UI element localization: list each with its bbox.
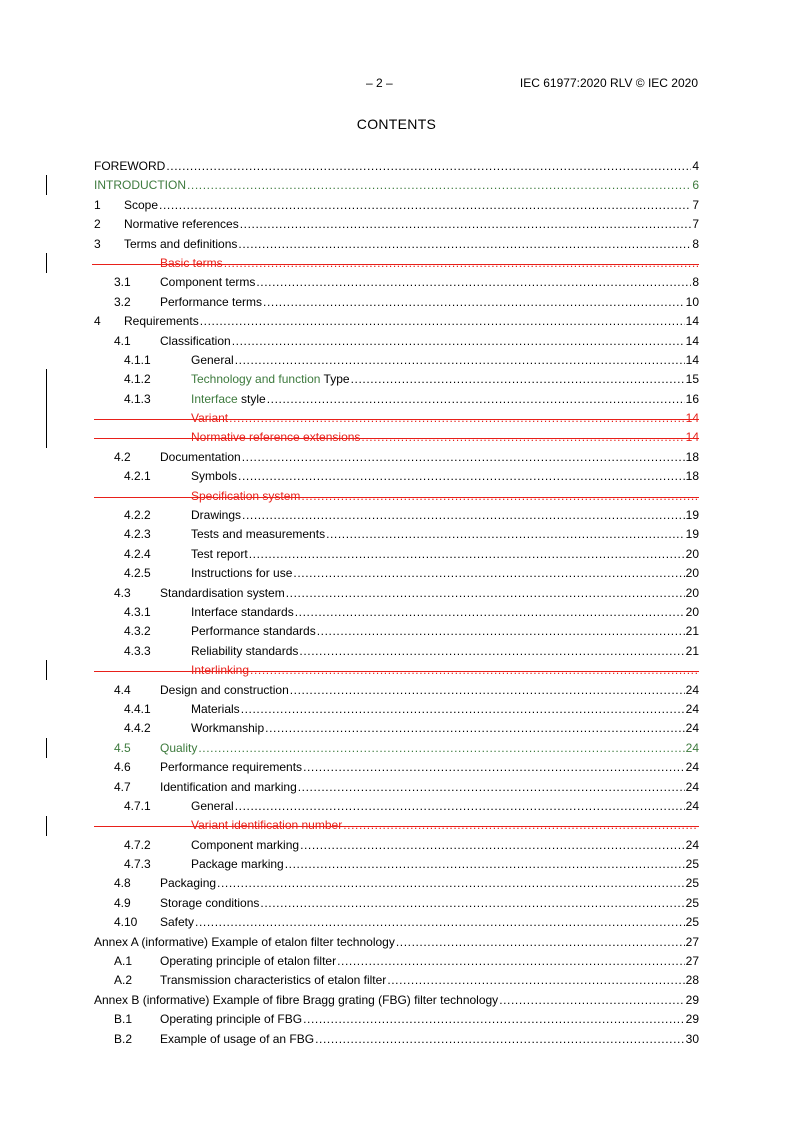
toc-entry-page: 24	[685, 721, 699, 736]
toc-leader-dots	[241, 700, 685, 719]
toc-entry-number: 4.2.2	[124, 508, 151, 523]
toc-entry-number: 4.7.2	[124, 837, 151, 852]
toc-entry-number: 4.3.2	[124, 624, 151, 639]
toc-entry-title-line	[191, 487, 699, 506]
toc-entry-title-line	[191, 467, 699, 486]
toc-entry-number: 4.3.3	[124, 643, 151, 658]
toc-leader-dots	[217, 874, 685, 893]
toc-entry[interactable]	[94, 913, 699, 932]
toc-entry[interactable]	[94, 409, 699, 428]
toc-entry-title-line	[191, 564, 699, 583]
toc-entry-number: 4.5	[114, 740, 131, 755]
toc-entry-number: 4	[94, 314, 101, 329]
toc-entry-title-line	[124, 196, 699, 215]
toc-entry[interactable]	[94, 1030, 699, 1049]
toc-entry[interactable]	[94, 778, 699, 797]
toc-entry-number: 4.4.1	[124, 701, 151, 716]
toc-entry-page: 27	[685, 934, 699, 949]
toc-entry-title: Storage conditions	[160, 895, 260, 910]
toc-entry[interactable]	[94, 642, 699, 661]
toc-entry-title-line	[191, 603, 699, 622]
toc-leader-dots	[235, 351, 685, 370]
toc-entry-number: 4.7	[114, 779, 131, 794]
toc-entry-number: 3	[94, 236, 101, 251]
toc-entry-page: 14	[685, 411, 699, 426]
toc-entry-number: 4.6	[114, 760, 131, 775]
toc-entry-title-line	[160, 1030, 699, 1049]
toc-entry-title-line	[160, 1010, 699, 1029]
toc-leader-dots	[499, 991, 684, 1010]
toc-entry-page: 29	[685, 1012, 699, 1027]
toc-entry[interactable]	[94, 661, 699, 680]
toc-entry-title-line	[191, 506, 699, 525]
toc-entry-page: 24	[685, 701, 699, 716]
toc-leader-dots	[200, 312, 685, 331]
toc-entry-title-line	[160, 293, 699, 312]
toc-leader-dots	[235, 797, 685, 816]
toc-entry-number: 4.3.1	[124, 604, 151, 619]
toc-entry-title-line	[94, 933, 699, 952]
toc-entry-title: Tests and measurements	[191, 527, 326, 542]
toc-entry-page: 24	[685, 798, 699, 813]
toc-entry-number: A.2	[114, 973, 133, 988]
toc-entry-number: 4.4	[114, 682, 131, 697]
toc-entry-title: Safety	[160, 915, 195, 930]
toc-entry-title-line	[160, 739, 699, 758]
toc-entry-title: Annex B (informative) Example of fibre Bragg grating (FBG) filter technology	[94, 992, 499, 1007]
toc-entry[interactable]	[94, 254, 699, 273]
toc-entry[interactable]	[94, 836, 699, 855]
toc-leader-dots	[303, 758, 685, 777]
toc-entry[interactable]	[94, 622, 699, 641]
toc-leader-dots	[315, 1030, 685, 1049]
change-bar	[46, 369, 47, 389]
toc-entry-number: A.1	[114, 954, 133, 969]
toc-leader-dots	[250, 661, 698, 680]
toc-entry-page: 20	[685, 585, 699, 600]
toc-entry[interactable]	[94, 428, 699, 447]
toc-entry-number: 4.8	[114, 876, 131, 891]
toc-leader-dots	[265, 719, 685, 738]
toc-entry-title-line	[94, 176, 699, 195]
toc-leader-dots	[267, 390, 685, 409]
toc-entry-title: Documentation	[160, 449, 241, 464]
toc-entry-page: 14	[685, 430, 699, 445]
toc-leader-dots	[242, 448, 685, 467]
toc-entry-title: Symbols	[191, 469, 238, 484]
toc-entry-title: Specification system	[191, 488, 301, 503]
toc-leader-dots	[187, 176, 691, 195]
toc-entry-number: B.2	[114, 1031, 133, 1046]
toc-entry-title: Quality	[160, 740, 198, 755]
toc-leader-dots	[159, 196, 691, 215]
toc-entry[interactable]	[94, 196, 699, 215]
toc-entry-title: Basic terms	[160, 255, 223, 270]
toc-entry-title-line	[191, 855, 699, 874]
toc-entry-title: Component terms	[160, 275, 256, 290]
toc-entry[interactable]	[94, 448, 699, 467]
toc-leader-dots	[232, 332, 685, 351]
toc-entry-title-line	[191, 370, 699, 389]
toc-entry-page: 6	[692, 178, 699, 193]
toc-entry-title-line	[160, 913, 699, 932]
change-bar	[46, 253, 47, 273]
change-bar	[46, 389, 47, 409]
toc-leader-dots	[298, 778, 685, 797]
toc-entry-title-line	[124, 215, 699, 234]
toc-entry-title: Identification and marking	[160, 779, 297, 794]
toc-entry-title: Instructions for use	[191, 566, 293, 581]
toc-entry[interactable]	[94, 991, 699, 1010]
toc-entry[interactable]	[94, 603, 699, 622]
toc-leader-dots	[240, 215, 692, 234]
toc-entry[interactable]	[94, 235, 699, 254]
toc-entry[interactable]	[94, 273, 699, 292]
toc-entry-title-line	[94, 157, 699, 176]
toc-entry-title: Scope	[124, 197, 159, 212]
toc-leader-dots	[224, 254, 698, 273]
toc-entry[interactable]	[94, 855, 699, 874]
toc-entry-title: Component marking	[191, 837, 300, 852]
toc-leader-dots	[256, 273, 691, 292]
toc-entry-page: 29	[685, 992, 699, 1007]
toc-entry-page: 19	[685, 508, 699, 523]
toc-leader-dots	[238, 467, 685, 486]
change-bar	[46, 660, 47, 680]
toc-entry-title: Packaging	[160, 876, 217, 891]
toc-leader-dots	[396, 933, 685, 952]
toc-entry-page: 24	[685, 760, 699, 775]
toc-entry[interactable]	[94, 176, 699, 195]
change-bar	[46, 175, 47, 195]
toc-entry-title-line	[191, 409, 699, 428]
toc-entry-page: 20	[685, 546, 699, 561]
toc-entry-title-line	[160, 758, 699, 777]
toc-entry[interactable]	[94, 506, 699, 525]
toc-entry[interactable]	[94, 545, 699, 564]
toc-entry[interactable]	[94, 467, 699, 486]
toc-entry-page: 25	[685, 915, 699, 930]
toc-entry[interactable]	[94, 681, 699, 700]
toc-entry-title: Variant	[191, 411, 229, 426]
toc-entry-title: General	[191, 352, 234, 367]
toc-leader-dots	[317, 622, 685, 641]
toc-leader-dots	[303, 1010, 685, 1029]
toc-entry-page: 15	[685, 372, 699, 387]
toc-entry-page: 14	[685, 352, 699, 367]
toc-entry-number: B.1	[114, 1012, 133, 1027]
toc-entry-number: 4.4.2	[124, 721, 151, 736]
toc-entry-title: Example of usage of an FBG	[160, 1031, 315, 1046]
toc-entry-page: 21	[685, 624, 699, 639]
toc-entry-title-line	[191, 351, 699, 370]
toc-entry-title: Workmanship	[191, 721, 265, 736]
toc-entry-title: General	[191, 798, 234, 813]
toc-leader-dots	[337, 952, 685, 971]
toc-leader-dots	[387, 971, 684, 990]
toc-leader-dots	[285, 855, 685, 874]
toc-entry-page: 18	[685, 469, 699, 484]
toc-entry-number: 4.1.3	[124, 391, 151, 406]
toc-entry-number: 4.7.1	[124, 798, 151, 813]
change-bar	[46, 738, 47, 758]
toc-leader-dots	[238, 235, 691, 254]
toc-entry-title: Design and construction	[160, 682, 289, 697]
toc-entry-page: 14	[685, 333, 699, 348]
toc-entry[interactable]	[94, 370, 699, 389]
toc-entry-title-line	[124, 235, 699, 254]
toc-entry[interactable]	[94, 971, 699, 990]
toc-entry-title: Materials	[191, 701, 240, 716]
toc-entry-page: 8	[692, 236, 699, 251]
toc-leader-dots	[361, 428, 684, 447]
toc-entry-page: 7	[692, 217, 699, 232]
toc-entry-page: 27	[685, 954, 699, 969]
toc-entry-title-line	[160, 894, 699, 913]
toc-entry-title-line	[191, 390, 699, 409]
toc-entry-page: 7	[692, 197, 699, 212]
toc-entry-title: Package marking	[191, 857, 284, 872]
toc-entry-number: 4.2.5	[124, 566, 151, 581]
toc-entry-number: 4.1	[114, 333, 131, 348]
toc-entry-title: Performance requirements	[160, 760, 303, 775]
toc-entry-page: 10	[685, 294, 699, 309]
toc-entry-number: 4.7.3	[124, 857, 151, 872]
toc-entry-title-line	[191, 545, 699, 564]
toc-entry-title-line	[94, 991, 699, 1010]
toc-leader-dots	[195, 913, 685, 932]
toc-leader-dots	[286, 584, 685, 603]
toc-entry-title-line	[160, 332, 699, 351]
change-bar	[46, 816, 47, 836]
toc-entry-title: Requirements	[124, 314, 199, 329]
toc-entry-page: 25	[685, 876, 699, 891]
page-header	[0, 76, 793, 92]
toc-entry-title: Performance standards	[191, 624, 316, 639]
toc-entry-number: 4.2.4	[124, 546, 151, 561]
toc-entry-number: 3.2	[114, 294, 131, 309]
toc-entry-title: Test report	[191, 546, 248, 561]
toc-entry-page: 24	[685, 682, 699, 697]
toc-entry-title-line	[160, 584, 699, 603]
toc-entry-page: 8	[692, 275, 699, 290]
toc-leader-dots	[343, 816, 698, 835]
toc-entry[interactable]	[94, 719, 699, 738]
toc-entry-number: 2	[94, 217, 101, 232]
toc-entry-title-line	[160, 273, 699, 292]
toc-entry-page: 24	[685, 779, 699, 794]
toc-leader-dots	[293, 564, 684, 583]
toc-leader-dots	[290, 681, 685, 700]
toc-leader-dots	[299, 642, 684, 661]
toc-entry-title-line	[160, 778, 699, 797]
toc-entry[interactable]	[94, 390, 699, 409]
change-bar	[46, 428, 47, 448]
toc-entry-number: 4.10	[114, 915, 138, 930]
toc-leader-dots	[229, 409, 685, 428]
toc-entry[interactable]	[94, 758, 699, 777]
toc-entry[interactable]	[94, 700, 699, 719]
toc-entry-number: 3.1	[114, 275, 131, 290]
toc-leader-dots	[263, 293, 685, 312]
toc-entry-number: 4.3	[114, 585, 131, 600]
toc-entry-number: 4.2.1	[124, 469, 151, 484]
toc-entry-page: 28	[685, 973, 699, 988]
toc-entry-title-line	[191, 525, 699, 544]
toc-entry[interactable]	[94, 797, 699, 816]
toc-entry[interactable]	[94, 351, 699, 370]
toc-entry-number: 4.1.2	[124, 372, 151, 387]
table-of-contents	[94, 157, 699, 1049]
toc-entry[interactable]	[94, 487, 699, 506]
toc-leader-dots	[198, 739, 684, 758]
toc-leader-dots	[300, 836, 685, 855]
toc-entry-page: 4	[692, 159, 699, 173]
toc-entry[interactable]	[94, 312, 699, 331]
toc-entry[interactable]	[94, 157, 699, 176]
toc-entry[interactable]	[94, 874, 699, 893]
toc-entry-title: Annex A (informative) Example of etalon filter technology	[94, 934, 395, 949]
toc-entry-title: Standardisation system	[160, 585, 285, 600]
toc-entry-number: 1	[94, 197, 101, 212]
toc-leader-dots	[326, 525, 685, 544]
toc-entry-number: 4.2	[114, 449, 131, 464]
toc-entry-title: Interlinking	[191, 663, 250, 678]
page-number: – 2 –	[366, 76, 393, 90]
toc-entry-title: Operating principle of etalon filter	[160, 954, 337, 969]
toc-entry-title-line	[191, 428, 699, 447]
toc-entry-page: 14	[685, 314, 699, 329]
toc-entry-title: Classification	[160, 333, 231, 348]
toc-entry-page: 21	[685, 643, 699, 658]
toc-entry[interactable]	[94, 1010, 699, 1029]
toc-entry-page: 20	[685, 604, 699, 619]
toc-entry-title-line	[191, 797, 699, 816]
toc-entry-title: Reliability standards	[191, 643, 299, 658]
toc-entry[interactable]	[94, 584, 699, 603]
toc-entry-number: 4.1.1	[124, 352, 151, 367]
toc-entry-title: Interface style	[191, 391, 266, 406]
toc-leader-dots	[351, 370, 685, 389]
toc-entry[interactable]	[94, 894, 699, 913]
toc-entry-title: INTRODUCTION	[94, 178, 186, 193]
toc-entry-title: FOREWORD	[94, 159, 166, 173]
toc-entry-page: 19	[685, 527, 699, 542]
toc-entry-page: 18	[685, 449, 699, 464]
toc-entry-title-line	[160, 681, 699, 700]
toc-entry-number: 4.2.3	[124, 527, 151, 542]
toc-entry[interactable]	[94, 952, 699, 971]
toc-entry-page: 20	[685, 566, 699, 581]
toc-entry-title-line	[160, 874, 699, 893]
document-id: IEC 61977:2020 RLV © IEC 2020	[519, 76, 698, 90]
toc-entry-title-line	[191, 700, 699, 719]
toc-entry-page: 24	[685, 837, 699, 852]
toc-entry[interactable]	[94, 215, 699, 234]
toc-leader-dots	[166, 157, 691, 176]
toc-entry-page: 24	[685, 740, 699, 755]
toc-entry[interactable]	[94, 933, 699, 952]
toc-entry-title-line	[191, 661, 699, 680]
change-bar	[46, 408, 47, 428]
toc-entry-title-line	[191, 816, 699, 835]
toc-entry[interactable]	[94, 564, 699, 583]
toc-entry-title: Terms and definitions	[124, 236, 238, 251]
page-title: CONTENTS	[356, 116, 437, 132]
toc-leader-dots	[242, 506, 685, 525]
toc-leader-dots	[249, 545, 685, 564]
toc-entry-title: Drawings	[191, 508, 242, 523]
toc-entry-title: Operating principle of FBG	[160, 1012, 303, 1027]
toc-entry[interactable]	[94, 332, 699, 351]
toc-entry-page: 25	[685, 857, 699, 872]
toc-entry-page: 25	[685, 895, 699, 910]
toc-entry-title: Variant identification number	[191, 818, 343, 833]
toc-entry-page: 30	[685, 1031, 699, 1046]
toc-entry-title: Transmission characteristics of etalon filter	[160, 973, 387, 988]
toc-leader-dots	[295, 603, 685, 622]
toc-entry-title: Normative references	[124, 217, 239, 232]
toc-entry-title-line	[160, 448, 699, 467]
toc-entry-title-line	[160, 971, 699, 990]
toc-entry-title-line	[191, 642, 699, 661]
toc-entry-title-line	[124, 312, 699, 331]
toc-entry-title-line	[160, 254, 699, 273]
toc-entry[interactable]	[94, 739, 699, 758]
toc-entry-page: 16	[685, 391, 699, 406]
toc-entry-title-line	[191, 836, 699, 855]
toc-entry-title-line	[191, 622, 699, 641]
toc-entry-title-line	[191, 719, 699, 738]
toc-leader-dots	[260, 894, 684, 913]
toc-entry-title: Normative reference extensions	[191, 430, 361, 445]
toc-entry[interactable]	[94, 293, 699, 312]
toc-entry[interactable]	[94, 525, 699, 544]
toc-entry[interactable]	[94, 816, 699, 835]
toc-entry-title: Performance terms	[160, 294, 263, 309]
toc-entry-title: Interface standards	[191, 604, 294, 619]
toc-entry-title: Technology and function Type	[191, 372, 350, 387]
toc-entry-number: 4.9	[114, 895, 131, 910]
toc-entry-title-line	[160, 952, 699, 971]
toc-leader-dots	[301, 487, 698, 506]
